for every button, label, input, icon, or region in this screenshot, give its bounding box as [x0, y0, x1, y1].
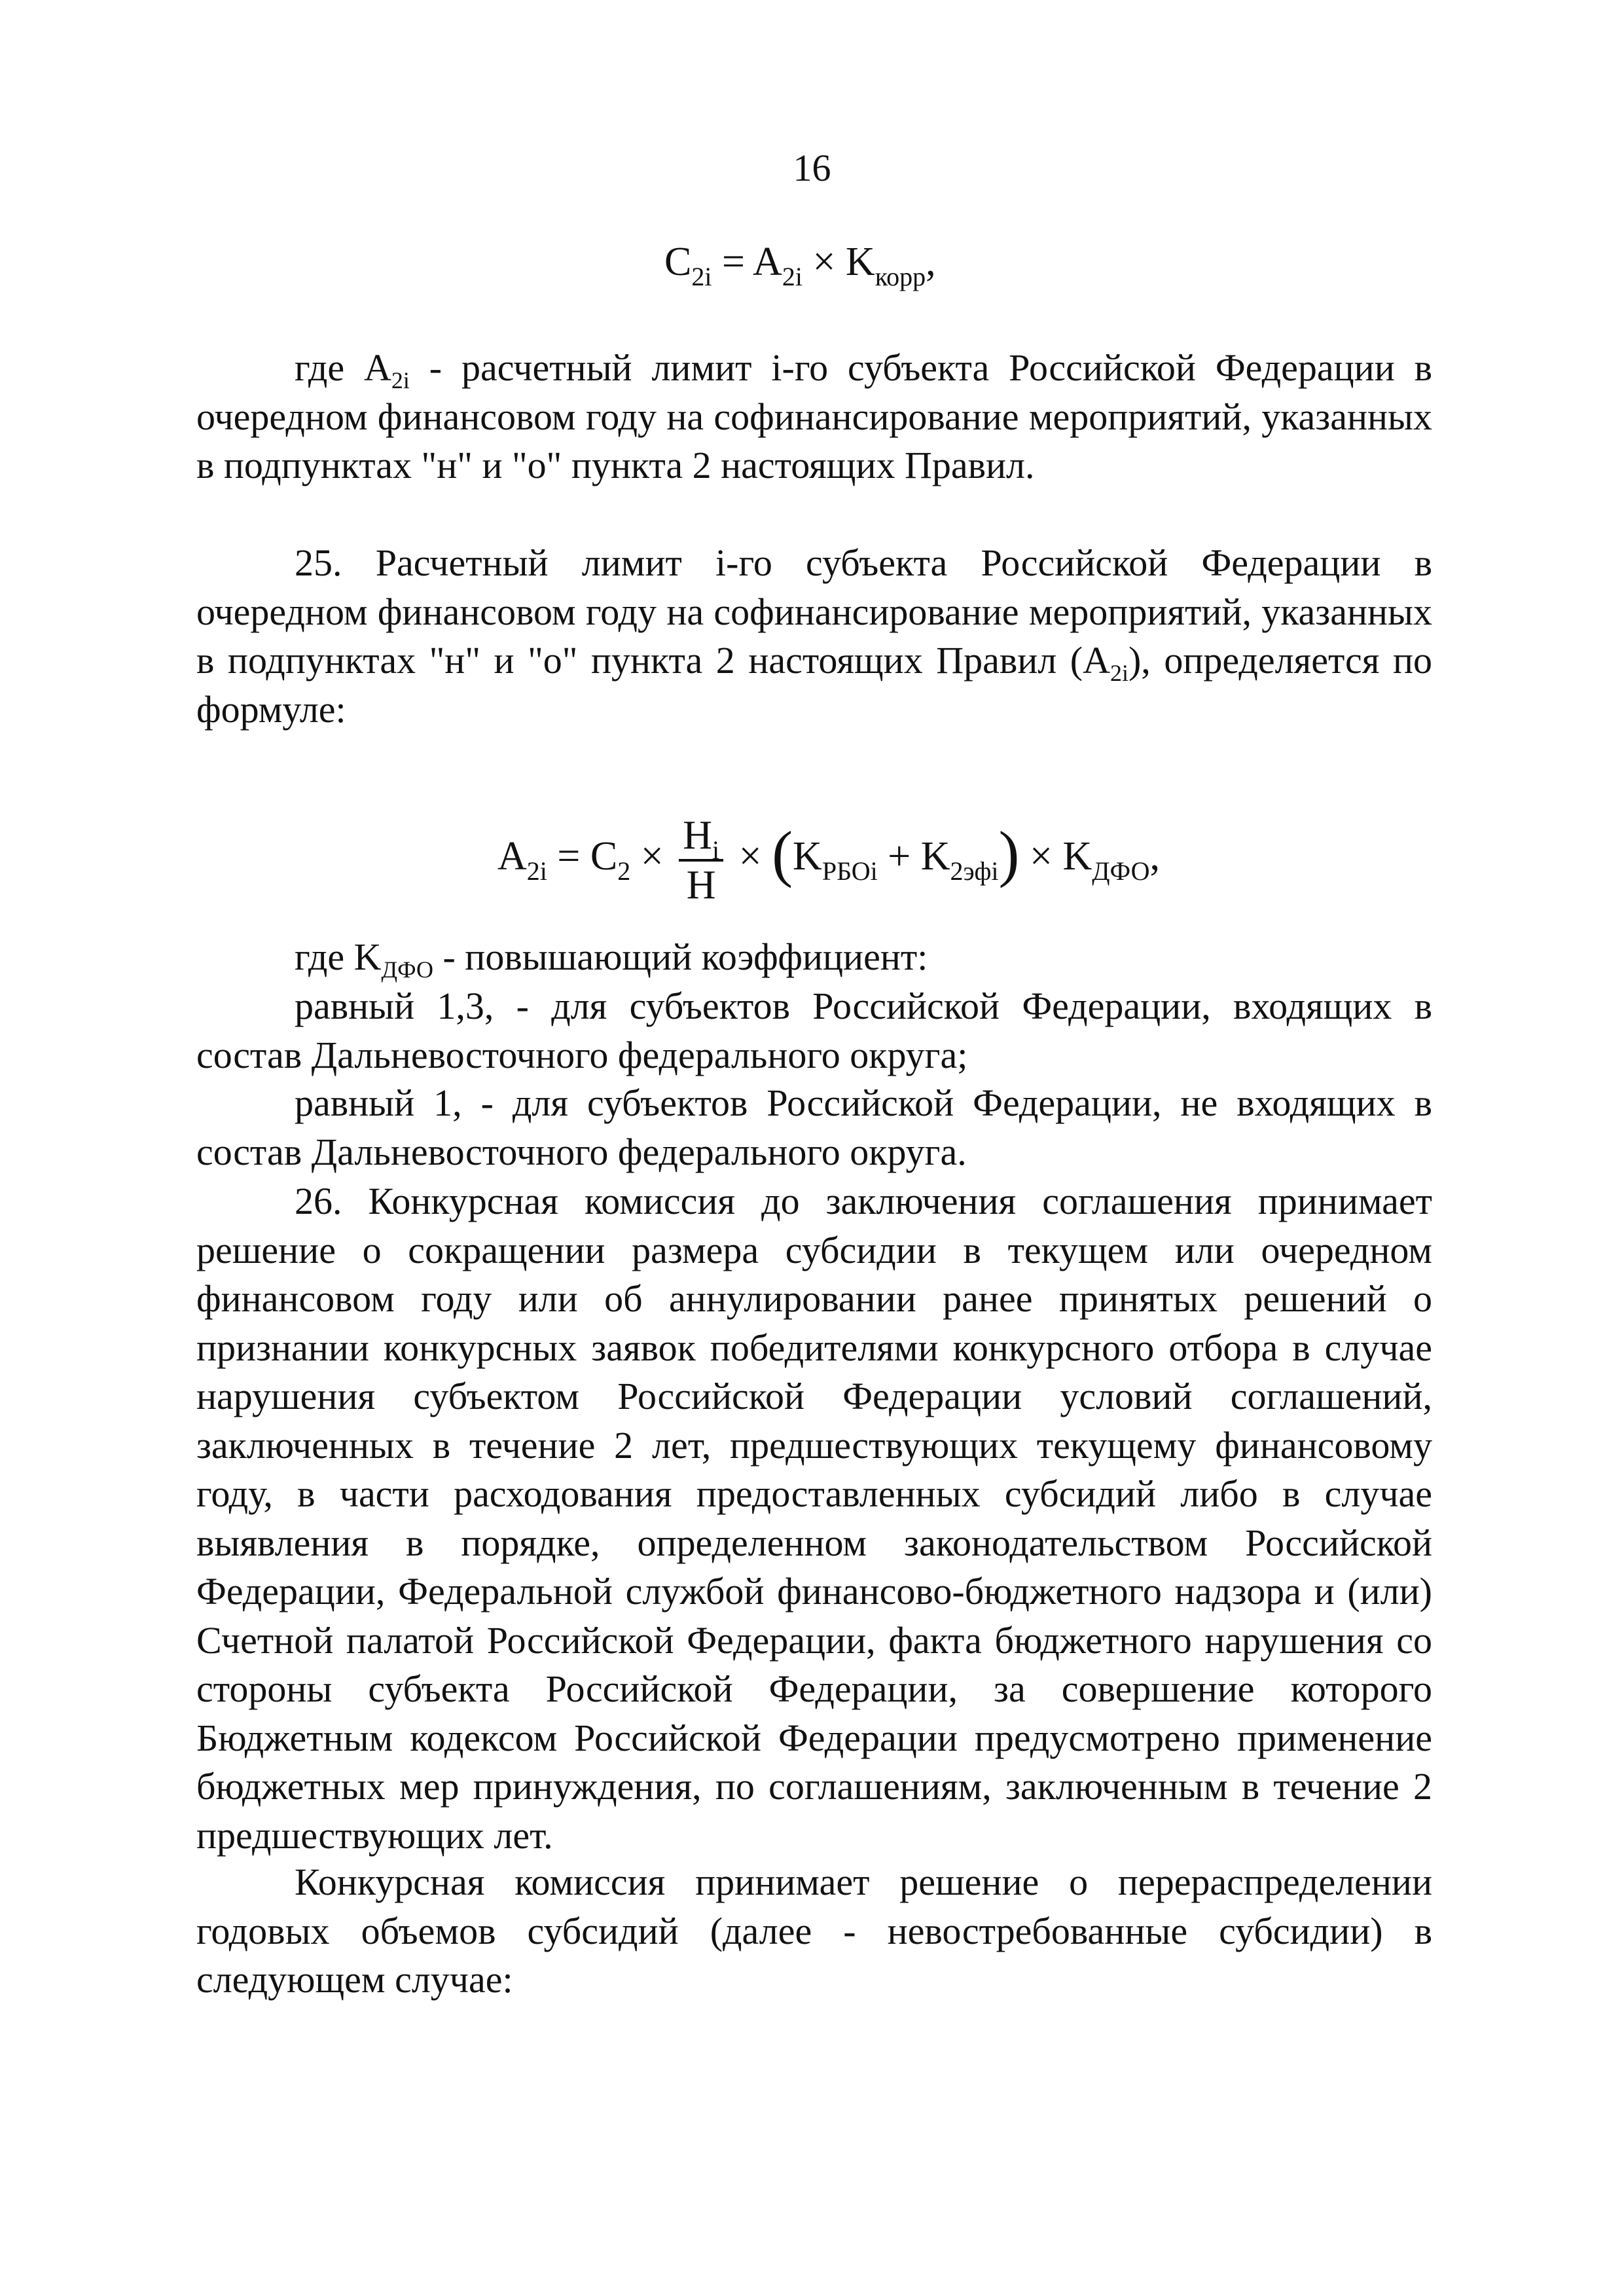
paragraph-25: 25. Расчетный лимит i-го субъекта Российской Федерации в очередном финансовом году на софинансирование мероприятий, указанных в подпунктах "н" и "о" пункта 2 настоящих Правил $(A_{2i})$, определяется по формуле:	[196, 541, 1433, 731]
page-number: 16	[793, 147, 831, 189]
coefficient-1: равный 1, - для субъектов Российской Федерации, не входящих в состав Дальневосточного федерального округа.	[196, 1082, 1432, 1173]
paragraph-26: 26. Конкурсная комиссия до заключения соглашения принимает решение о сокращении размера субсидии в текущем или очередном финансовом году или об аннулировании ранее принятых решений о признании конкурсных заявок победителями конкурсного отбора в случае нарушения субъектом Российской Федерации условий соглашений, заключенных в течение 2 лет, предшествующих текущему финансовому году, в части расходования предоставленных субсидий либо в случае выявления в порядке, определенном законодательством Российской Федерации, Федеральной службой финансово-бюджетного надзора и (или) Счетной палатой Российской Федерации, факта бюджетного нарушения со стороны субъекта Российской Федерации, за совершение которого Бюджетным кодексом Российской Федерации предусмотрено применение бюджетных мер принуждения, по соглашениям, заключенным в течение 2 предшествующих лет.	[196, 1180, 1432, 1857]
formula-c2: $C_{2i} = A_{2i} \times K_{корр}$,	[664, 240, 936, 291]
coefficient-1-3: равный 1,3, - для субъектов Российской Федерации, входящих в состав Дальневосточного федерального округа;	[196, 985, 1432, 1076]
paragraph-redistribution: Конкурсная комиссия принимает решение о перераспределении годовых объемов субсидий (далее - невостребованные субсидии) в следующем случае:	[196, 1861, 1432, 2001]
definition-a2: где $A_{2i}$ - расчетный лимит i-го субъекта Российской Федерации в очередном финансовом году на софинансирование мероприятий, указанных в подпунктах "н" и "о" пункта 2 настоящих Правил.	[196, 346, 1432, 486]
definition-kdfo: где $K_{ДФО}$ - повышающий коэффициент:	[295, 936, 928, 983]
fraction-h: $\frac{H_i}{H}$	[679, 812, 723, 909]
formula-a2: $A_{2i} = C_2$ × $\frac{H_i}{H}$ × $(K_{РБОi} + K_{2эфi}) \times K_{ДФО}$,	[497, 813, 1160, 907]
